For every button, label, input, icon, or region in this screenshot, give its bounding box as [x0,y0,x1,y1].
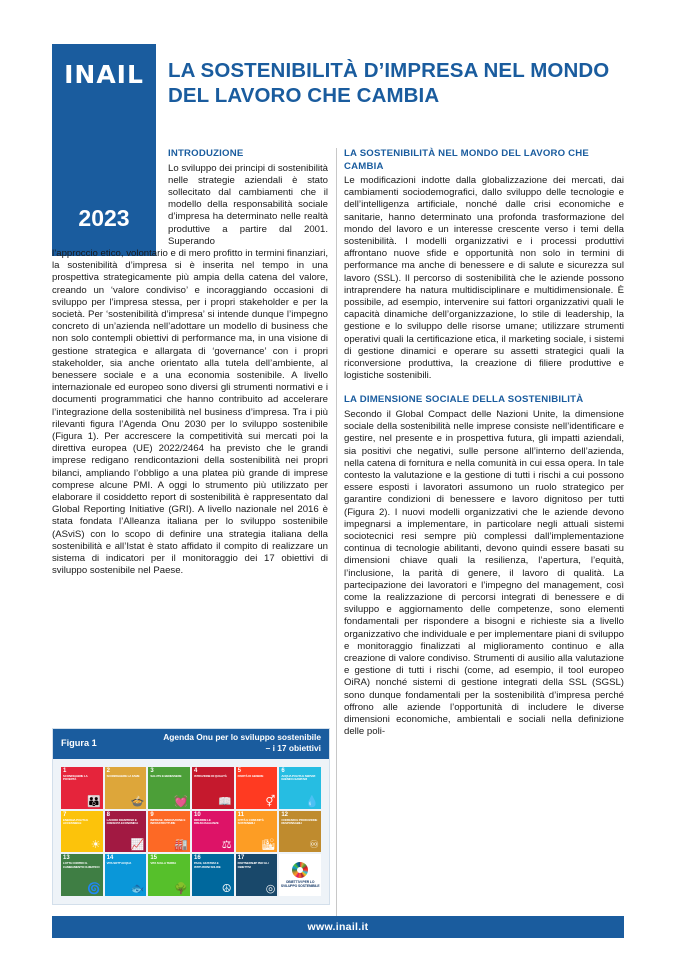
intro-heading: INTRODUZIONE [168,148,244,159]
section-heading-dimensione-sociale: LA DIMENSIONE SOCIALE DELLA SOSTENIBILITÀ [344,394,584,406]
sdg-goal-number: 15 [150,855,158,862]
sdg-goal-13 [61,854,103,896]
sdg-goal-icon: 🏙 [261,839,276,852]
sdg-goal-name: CITTÀ E COMUNITÀ SOSTENIBILI [237,817,264,826]
sdg-goal-name: PARTNERSHIP PER GLI OBIETTIVI [237,861,269,869]
right-column [344,148,624,738]
figure-label: Figura 1 [61,738,97,748]
sdg-goal-10 [192,811,234,853]
sdg-goal-number: 3 [150,768,154,774]
sdg-goal-icon: 🌀 [86,883,101,895]
sdg-goal-2 [105,767,147,809]
sdg-goal-number: 13 [63,855,70,862]
sdg-goal-7 [61,811,103,853]
figure-header [53,729,329,759]
sdg-goal-number: 11 [237,811,244,818]
figure-title: Agenda Onu per lo sviluppo sostenibile – i 17 obiettivi [163,732,321,753]
sdg-goal-name: ACQUA PULITA E SERVIZI IGIENICO-SANITARI [281,774,316,782]
sdg-goal-number: 16 [193,855,201,862]
sdg-goal-12 [279,811,321,853]
sdg-goal-name: IMPRESE, INNOVAZIONE E INFRASTRUTTURE [150,817,186,826]
sdg-goal-number: 1 [63,768,67,774]
sdg-goal-icon: 🌳 [174,883,188,895]
sdg-goal-icon: 👪 [86,795,101,808]
sdg-goal-15 [148,854,190,896]
sdg-goal-number: 6 [281,768,285,774]
sdg-goal-number: 9 [150,811,154,818]
intro-paragraph-indented: Lo sviluppo dei principi di sostenibilità nelle strategie aziendali è stato sollecitato dal cambiamenti che il modello della responsabilità sociale d’impresa ha determinato nelle realtà produttive a partire dal 2001. Superando [168,162,328,247]
sdg-goal-number: 10 [193,811,201,818]
column-divider [336,148,337,916]
sdg-goal-number: 8 [106,811,110,818]
sdg-goal-number: 17 [237,855,245,862]
sdg-goal-name: LOTTA CONTRO IL CAMBIAMENTO CLIMATICO [63,861,100,869]
sdg-goal-6 [279,767,321,809]
sdg-goal-number: 14 [106,855,114,862]
sdg-goal-name: LAVORO DIGNITOSO E CRESCITA ECONOMICA [106,817,139,826]
sdg-goal-1 [61,767,103,809]
sdg-goal-icon: 💧 [305,795,319,808]
sdg-wheel-caption: OBIETTIVI PER LO SVILUPPO SOSTENIBILE [280,880,320,889]
sdg-goal-name: SCONFIGGERE LA FAME [106,774,140,778]
sdg-goal-number: 2 [106,768,110,774]
sdg-goal-5 [236,767,278,809]
page-title: LA SOSTENIBILITÀ D’IMPRESA NEL MONDO DEL LAVORO CHE CAMBIA [168,59,610,107]
sdg-goal-name: ENERGIA PULITA E ACCESSIBILE [63,817,89,826]
sdg-goal-icon: 🐟 [130,883,145,896]
sdg-goal-16 [192,854,234,896]
sdg-goal-number: 7 [63,811,67,818]
sdg-goal-number: 5 [237,768,241,774]
sdg-goal-icon: 🍲 [130,795,145,808]
sdg-wheel-icon [292,862,308,878]
sdg-goal-icon: ◎ [265,883,276,896]
sdg-goal-11 [236,811,278,853]
sdg-goal-name: ISTRUZIONE DI QUALITÀ [193,774,227,778]
intro-paragraph-full: l’approccio etico, volontario e di mero profitto in termini finanziari, la sostenibilità d’impresa si è inserita nel tempo in una prospettiva strategicamente più ampia della catena del valore, creando un ‘valore condiviso’ e incoraggiando occasioni di sviluppo per l’impresa stessa, per i propri stakeholder e per la società. Per ‘sostenibilità d’impresa’ si intende dunque l’impegno concreto di un’azienda nell’adottare un modello di business che non solo contempli obiettivi di performance ma, in una visione di gestione strategica e allargata di ‘governance’ con i propri stakeholder, sia anche orientato alla tutela dell’ambiente, al benessere sociale e a una economia sostenibile. A livello internazionale ed europeo sono diversi gli strumenti normativi e i documenti programmatici che hanno contribuito ad accelerare l’integrazione della sostenibilità nel business d’impresa. Tra i più rilevanti figura l’Agenda Onu 2030 per lo sviluppo sostenibile (Figura 1). Per accrescere la competitività sui mercati poi la direttiva europea (UE) 2022/2464 ha previsto che le grandi imprese redigano rendicontazioni della sostenibilità nei propri bilanci, ampliando l’obbligo a una platea più grande di imprese comprese alcune PMI. A oggi lo strumento più utilizzato per elaborare il cosiddetto report di sostenibilità è rappresentato dal Global Reporting Initiative (GRI). A livello nazionale nel 2016 è stata fondata l’Alleanza italiana per lo sviluppo sostenibile (ASviS) con lo scopo di definire una strategia italiana della sostenibilità e all’Istat è stato affidato il compito di realizzare un sistema di indicatori per il monitoraggio dei 17 obiettivi di sviluppo sostenibile nel Paese. [52,247,328,577]
figure-1 [52,728,330,905]
sdg-goal-17 [236,854,278,896]
sdg-goal-name: PARITÀ DI GENERE [237,774,264,778]
sdg-goal-name: SALUTE E BENESSERE [150,774,182,778]
inail-logo: INAIL [64,60,144,89]
sdg-goal-name: PACE, GIUSTIZIA E ISTITUZIONI SOLIDE [193,861,221,869]
publication-year: 2023 [78,205,130,231]
sdg-goal-9 [148,811,190,853]
sdg-goal-name: VITA SULLA TERRA [150,861,177,866]
sdg-goal-icon: 💓 [174,795,188,808]
sdg-goal-icon: 📖 [217,795,232,808]
sdg-goal-icon: 🏭 [174,839,188,852]
sdg-goal-icon: ☮ [221,883,232,896]
sdg-goal-icon: ⚖ [221,839,232,852]
sdg-goal-8 [105,811,147,853]
sdg-goal-icon: ☀ [90,839,101,852]
section-heading-sostenibilita-mondo-lavoro: LA SOSTENIBILITÀ NEL MONDO DEL LAVORO CHE CAMBIA [344,148,590,172]
sdg-goal-icon: ⚥ [265,795,276,808]
sdg-goals-grid [53,759,329,904]
sdg-wheel-logo [279,854,321,896]
sdg-goal-name: RIDURRE LE DISUGUAGLIANZE [193,817,219,826]
sdg-goal-name: VITA SOTT'ACQUA [106,861,132,866]
sdg-goal-icon: 📈 [130,839,145,852]
sdg-goal-3 [148,767,190,809]
sdg-goal-icon: ♾ [309,839,319,852]
sdg-goal-name: SCONFIGGERE LA POVERTÀ [63,774,88,782]
section-paragraph-dimensione-sociale: Secondo il Global Compact delle Nazioni Unite, la dimensione sociale della sostenibilità nelle imprese consiste nell’identificare e gestire, nel presente e in prospettiva futura, gli impatti aziendali, sia positivi che negativi, sulle persone all’interno dell’azienda, nella catena di fornitura e nella comunità in cui essa opera. In tale contesto la valutazione e la gestione di tutti i rischi a cui possono essere esposti i lavoratori assumono un ruolo strategico per garantire condizioni di benessere e lavoro dignitoso per tutti (Figura 2). I nuovi modelli organizzativi che le aziende devono impegnarsi a implementare, in particolare negli attuali sistemi sociotecnici resi sempre più complessi dall’implementazione continua di tecnologie abilitanti, devono quindi essere basati su dimensioni chiave quali la resilienza, l’apertura, l’equità, l’inclusione, la parità di genere, il lavoro di qualità. La partecipazione dei lavoratori e l’impegno del management, così come la realizzazione di percorsi integrati di benessere e di sviluppo e aggiornamento delle competenze, sono elementi fondamentali per rispondere a bisogni e richieste sia a livello organizzativo che individuale e per implementare piani di sviluppo e monitoraggio finalizzati al miglioramento continuo e alla creazione di valore condiviso. Strumenti di ausilio alla valutazione e gestione di tutti i rischi (come, ad esempio, il tool europeo OiRA) nonché sistemi di gestione integrati della SSL (SGSL) sono dunque fondamentali per la sostenibilità d’impresa perché offrono alle aziende l’opportunità di includere le diverse dimensioni economiche, ambientali e sociali nella definizione delle poli- [344,408,624,738]
section-paragraph-sostenibilita-mondo-lavoro: Le modificazioni indotte dalla globalizzazione dei mercati, dai cambiamenti sociodemografici, dallo sviluppo delle tecnologie e dell’intelligenza artificiale, nonché dalle crisi economiche e sanitarie, hanno determinato una profonda trasformazione del mondo del lavoro e un interesse crescente verso i temi della sostenibilità. I modelli organizzativi e i processi produttivi affrontano nuove sfide e opportunità non solo in termini di performance ma anche di benessere e di salute e sicurezza sul lavoro (SSL). Il percorso di sostenibilità che le aziende possono intraprendere ha natura multidisciplinare e multidimensionale. È possibile, ad esempio, intervenire sui fattori organizzativi quali le capacità dinamiche dell’organizzazione, lo stile di leadership, la gestione e lo sviluppo delle risorse umane; utilizzare strumenti operativi quali la certificazione etica, il marketing sociale, i sistemi di gestione dinamici e operare su assetti strategici quali la riconversione produttiva, la creazione di filiere produttive e logistiche sostenibili. [344,175,624,382]
sdg-goal-14 [105,854,147,896]
footer-url[interactable]: www.inail.it [52,916,624,938]
sdg-goal-number: 12 [281,811,289,818]
sdg-goal-name: CONSUMO E PRODUZIONE RESPONSABILI [281,817,318,826]
sdg-goal-number: 4 [193,768,198,774]
left-column [52,148,328,577]
sdg-goal-4 [192,767,234,809]
intro-block [52,148,328,248]
